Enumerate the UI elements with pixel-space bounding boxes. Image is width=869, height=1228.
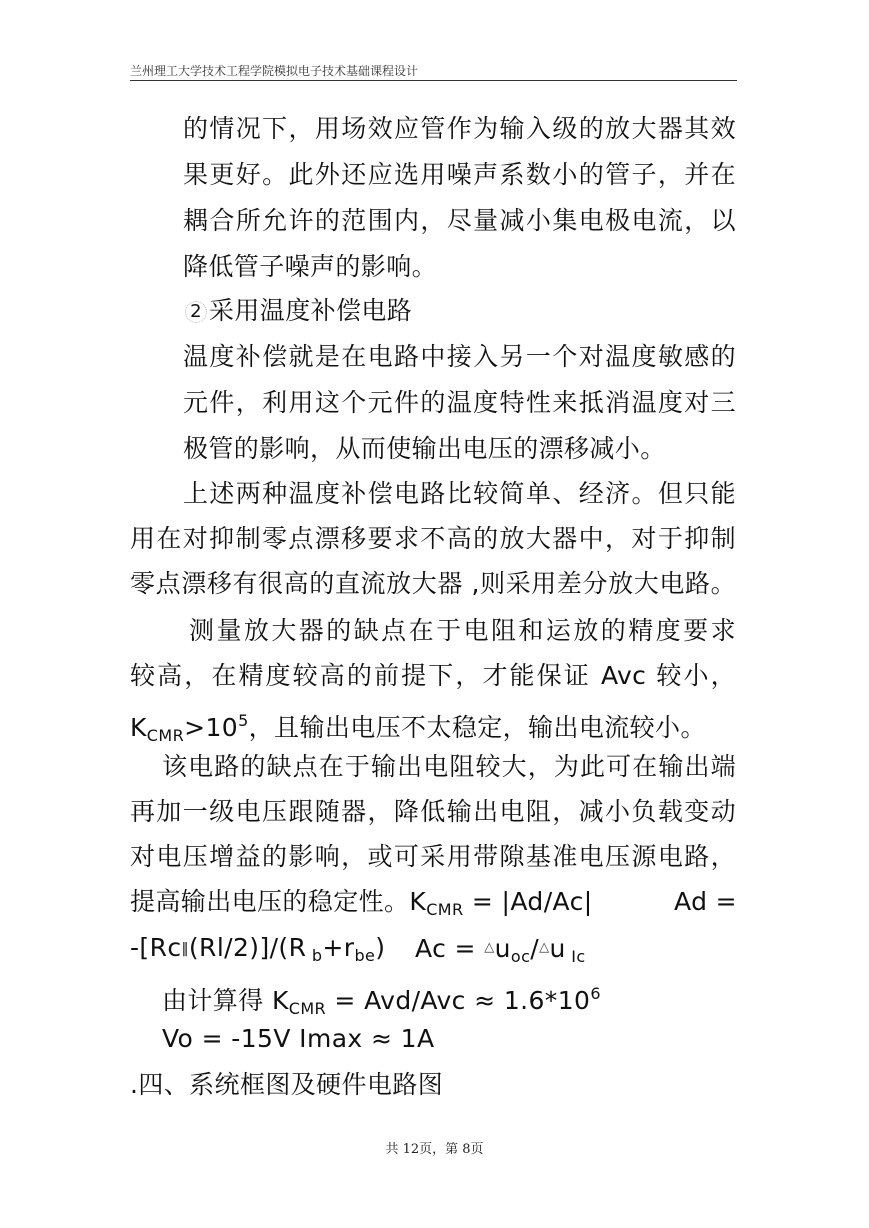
formula-text: >10 (184, 713, 239, 742)
formula-text: Ac = (415, 934, 485, 963)
formula-text: -[Rc (130, 933, 182, 962)
text-line: 测量放大器的缺点在于电阻和运放的精度要求 (189, 616, 736, 645)
formula-text: +r (322, 933, 355, 962)
section-heading: .四、系统框图及硬件电路图 (130, 1070, 444, 1099)
text-line: 对电压增益的影响，或可采用带隙基准电压源电路， (130, 842, 736, 871)
text-line: 耦合所允许的范围内，尽量减小集电极电流，以 (183, 206, 736, 235)
subscript: Ic (565, 947, 586, 966)
subscript: b (306, 946, 323, 965)
delta-symbol: △ (484, 940, 495, 955)
text-line: 的情况下，用场效应管作为输入级的放大器其效 (183, 114, 736, 143)
page-footer: 共 12页，第 8页 (385, 1142, 484, 1157)
formula-line (130, 706, 706, 751)
formula-text: u (494, 934, 511, 963)
formula-line (415, 933, 586, 972)
text-line: 果更好。此外还应选用噪声系数小的管子，并在 (183, 160, 736, 189)
text-line: 零点漂移有很高的直流放大器 ,则采用差分放大电路。 (130, 569, 736, 598)
text-line: 温度补偿就是在电路中接入另一个对温度敏感的 (183, 342, 736, 371)
formula-line (162, 979, 601, 1024)
list-number: 2 (185, 301, 207, 323)
text-line: 较高，在精度较高的前提下，才能保证 Avc 较小， (130, 661, 736, 690)
section-heading (185, 296, 412, 326)
text-line: 降低管子噪声的影响。 (183, 252, 438, 281)
formula-line (130, 933, 385, 971)
subscript: CMR (288, 999, 327, 1018)
text-line: 用在对抑制零点漂移要求不高的放大器中，对于抑制 (130, 524, 736, 553)
subscript: CMR (426, 900, 464, 919)
formula-text: 由计算得 K (162, 986, 289, 1015)
formula-text: 提高输出电压的稳定性。K (130, 887, 427, 916)
formula-text: = |Ad/Ac| (463, 887, 593, 916)
text-line: 极管的影响，从而使输出电压的漂移减小。 (183, 434, 666, 463)
subscript: oc (510, 947, 531, 966)
parallel-symbol: ‖ (181, 941, 189, 957)
formula-text: Ad = (674, 887, 738, 916)
text-line: 再加一级电压跟随器，降低输出电阻，减小负载变动 (130, 797, 736, 826)
subscript: be (354, 946, 376, 965)
text-line: 该电路的缺点在于输出电阻较大，为此可在输出端 (162, 752, 736, 781)
text-line: 上述两种温度补偿电路比较简单、经济。但只能 (183, 479, 736, 508)
formula-text: / (530, 934, 540, 963)
symbol-k: K (130, 713, 147, 742)
formula-text: = Avd/Avc ≈ 1.6*10 (326, 986, 591, 1015)
superscript: 5 (238, 711, 249, 730)
formula-text: ，且输出电压不太稳定，输出电流较小。 (248, 713, 706, 742)
delta-symbol: △ (539, 940, 550, 955)
page-header: 兰州理工大学技术工程学院模拟电子技术基础课程设计 (130, 64, 419, 78)
subscript: CMR (146, 726, 185, 745)
formula-text: ) (375, 933, 386, 962)
header-divider (130, 80, 737, 81)
superscript: 6 (590, 984, 601, 1003)
formula-text: u (549, 934, 566, 963)
formula-line (130, 887, 593, 925)
text-line: 元件，利用这个元件的温度特性来抵消温度对三 (183, 388, 736, 417)
formula-line: Vo = -15V Imax ≈ 1A (162, 1024, 435, 1053)
formula-text: (Rl/2)]/(R (188, 933, 307, 962)
section-heading-text: 采用温度补偿电路 (209, 296, 413, 325)
